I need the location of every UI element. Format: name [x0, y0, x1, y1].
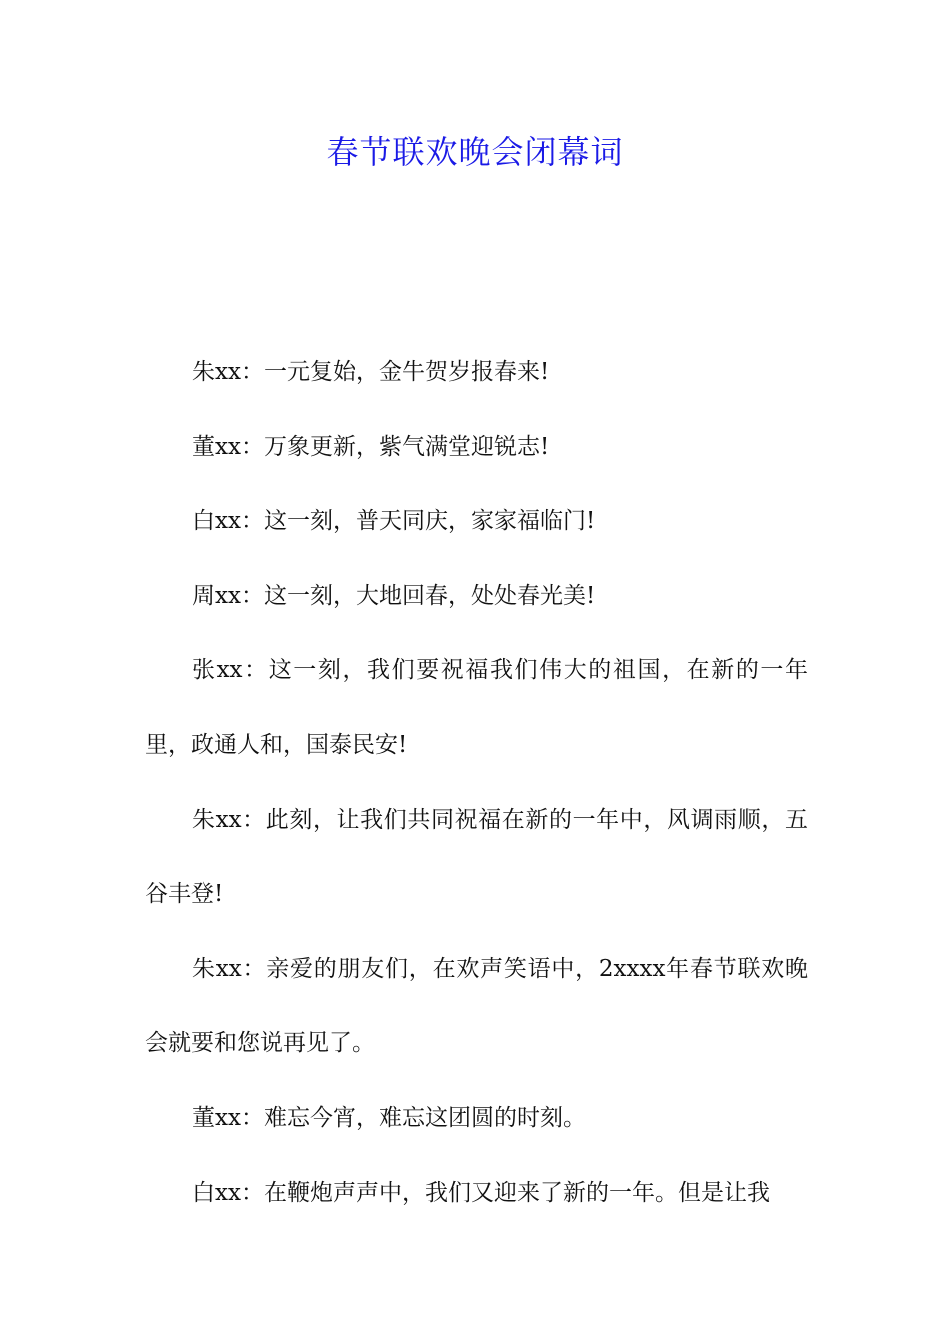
paragraph: 朱xx：一元复始，金牛贺岁报春来!	[192, 359, 550, 385]
paragraph: 周xx：这一刻，大地回春，处处春光美!	[192, 582, 596, 609]
paragraph: 白xx：这一刻，普天同庆，家家福临门!	[192, 508, 596, 535]
document-body	[145, 335, 808, 1230]
paragraph: 张xx：这一刻，我们要祝福我们伟大的祖国，在新的一年里，政通人和，国泰民安!	[145, 657, 808, 758]
paragraph: 朱xx：此刻，让我们共同祝福在新的一年中，风调雨顺，五谷丰登!	[145, 806, 808, 908]
paragraph: 白xx：在鞭炮声声中，我们又迎来了新的一年。但是让我	[192, 1179, 770, 1206]
document-title: 春节联欢晚会闭幕词	[326, 133, 624, 171]
paragraph: 董xx：难忘今宵，难忘这团圆的时刻。	[192, 1104, 586, 1131]
paragraph: 董xx：万象更新，紫气满堂迎锐志!	[192, 433, 550, 460]
paragraph: 朱xx：亲爱的朋友们，在欢声笑语中，2xxxx年春节联欢晚会就要和您说再见了。	[145, 955, 808, 1057]
